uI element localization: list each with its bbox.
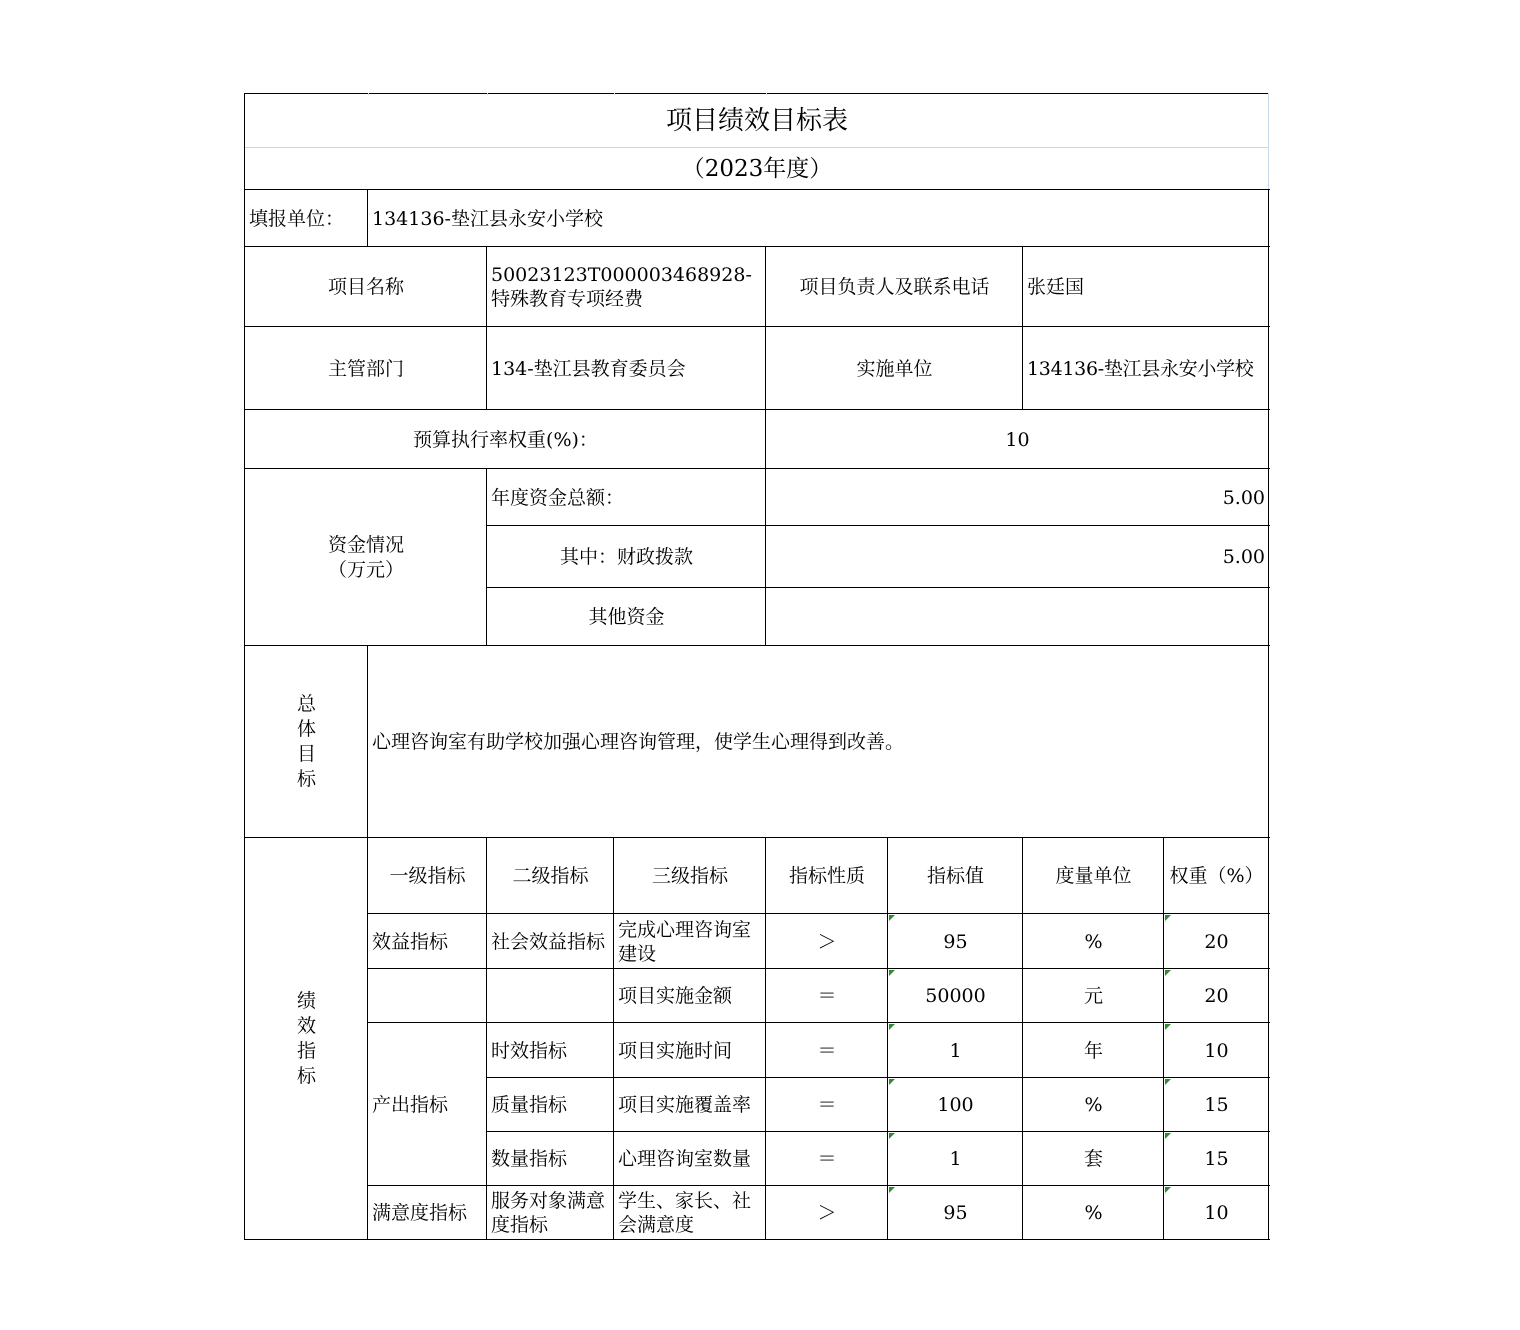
grid-line [368,93,369,95]
perf-label [245,838,368,1239]
grid-line [486,247,487,410]
grid-line [1268,190,1269,1240]
row3-unit: % [1084,1094,1103,1116]
row3-weight: 15 [1204,1094,1229,1116]
row2-nature: ＝ [817,1039,837,1062]
perf-label-char: 标 [296,1064,316,1087]
grid-line [765,247,766,646]
cell-marker [889,1079,895,1085]
row0-weight: 20 [1204,930,1229,953]
row1-nature: ＝ [817,985,837,1007]
manager-label: 项目负责人及联系电话 [799,276,990,298]
dept-value: 134-垫江县教育委员会 [491,357,686,380]
row0-l3: 完成心理咨询室建设 [618,918,752,965]
row4-nature: ＝ [817,1148,837,1170]
l1-blank [368,969,487,1023]
row2-weight: 10 [1204,1039,1229,1062]
funds-label-line2: （万元） [327,558,404,581]
row5-weight: 10 [1204,1201,1229,1224]
budget-weight-label: 预算执行率权重(%)： [413,428,598,451]
grid-line [368,1185,1270,1186]
grid-line [1163,838,1164,1240]
funds-other-value [766,588,1269,646]
row3-l3: 项目实施覆盖率 [618,1094,752,1116]
table-year: （2023年度） [681,156,833,182]
funds-fiscal-value: 5.00 [1222,546,1265,568]
grid-line [1022,247,1023,410]
grid-line [613,838,614,1240]
grid-line [244,246,1270,247]
grid-line [1022,838,1023,1240]
row4-weight: 15 [1204,1148,1229,1170]
cell-marker [1165,1024,1171,1030]
row1-l3: 项目实施金额 [618,985,733,1007]
grid-line [487,93,488,95]
grid-line [367,646,368,1240]
header-unit: 度量单位 [1055,865,1132,887]
header-nature: 指标性质 [788,865,865,887]
table-title: 项目绩效目标表 [665,106,848,136]
cell-marker [1165,915,1171,921]
funds-other-label: 其他资金 [588,606,665,628]
grid-line [244,1239,1270,1240]
manager-value: 张廷国 [1027,276,1085,298]
goal-label-char: 标 [296,768,316,790]
grid-line [487,1131,1270,1132]
row5-l2: 服务对象满意度指标 [491,1189,606,1236]
funds-label-line1: 资金情况 [327,533,404,556]
grid-line [765,838,766,1240]
cell-marker [889,1024,895,1030]
row0-unit: % [1084,930,1103,953]
row5-value: 95 [943,1201,968,1224]
funds-label [245,469,487,646]
goal-text: 心理咨询室有助学校加强心理咨询管理，使学生心理得到改善。 [372,731,905,753]
row1-value: 50000 [925,985,986,1007]
cell-marker [889,1133,895,1139]
header-level1: 一级指标 [389,865,466,887]
grid-line [368,968,1270,969]
funds-total-label: 年度资金总额： [491,486,625,509]
grid-line [368,1022,1270,1023]
grid-line [368,913,1270,914]
grid-line [244,93,245,1240]
l1-satisfaction: 满意度指标 [372,1201,468,1224]
row4-unit: 套 [1083,1148,1103,1170]
row4-l3: 心理咨询室数量 [618,1148,752,1170]
row5-nature: ＞ [817,1201,837,1224]
cell-marker [1165,1133,1171,1139]
cell-marker [889,1187,895,1193]
row4-value: 1 [949,1148,962,1170]
grid-line [367,190,368,247]
grid-line [614,93,615,95]
grid-line [766,93,767,95]
l1-output: 产出指标 [372,1093,449,1116]
l1-benefit: 效益指标 [372,930,449,953]
impl-value: 134136-垫江县永安小学校 [1027,357,1254,380]
grid-line [486,838,487,1240]
row4-l2: 数量指标 [491,1148,568,1170]
row3-nature: ＝ [817,1094,837,1116]
row3-l2: 质量指标 [491,1094,568,1116]
impl-label: 实施单位 [856,357,933,380]
row1-unit: 元 [1083,985,1103,1007]
grid-line [244,326,1270,327]
goal-label-char: 体 [296,718,316,740]
header-value: 指标值 [926,865,984,887]
row5-l3: 学生、家长、社会满意度 [618,1189,752,1236]
grid-line [244,645,1270,646]
row1-l2 [487,969,614,1023]
row2-unit: 年 [1083,1039,1103,1062]
grid-line [245,147,1269,148]
row5-unit: % [1084,1201,1103,1224]
cell-marker [889,915,895,921]
unit-value: 134136-垫江县永安小学校 [372,207,603,230]
goal-label-char: 总 [296,693,316,715]
grid-line [887,838,888,1240]
row2-l2: 时效指标 [491,1039,568,1062]
cell-marker [1165,1079,1171,1085]
row1-weight: 20 [1204,985,1229,1007]
grid-line [487,587,1270,588]
perf-label-char: 效 [296,1014,316,1037]
header-weight: 权重（%） [1169,865,1264,887]
row0-l2: 社会效益指标 [491,930,606,953]
perf-label-char: 绩 [296,989,316,1012]
perf-label-char: 指 [296,1039,316,1062]
unit-label: 填报单位： [249,207,345,230]
goal-label-char: 目 [296,743,316,765]
row0-nature: ＞ [817,930,837,953]
row0-value: 95 [943,930,968,953]
grid-line [244,189,1270,190]
funds-fiscal-label: 其中：财政拨款 [559,546,693,568]
budget-weight-value: 10 [1005,428,1030,451]
grid-line [244,837,1270,838]
row2-value: 1 [949,1039,962,1062]
dept-label: 主管部门 [327,357,404,380]
row2-l3: 项目实施时间 [618,1039,733,1062]
grid-line [245,93,1269,94]
project-name-value: 50023123T000003468928-特殊教育专项经费 [491,264,752,310]
funds-total-value: 5.00 [1222,486,1265,509]
header-level2: 二级指标 [512,865,589,887]
grid-line [487,525,1270,526]
grid-line [486,469,487,646]
cell-marker [1165,970,1171,976]
row3-value: 100 [937,1094,974,1116]
header-level3: 三级指标 [651,865,728,887]
grid-line [1268,93,1269,190]
project-name-label: 项目名称 [327,276,404,298]
grid-line [244,409,1270,410]
cell-marker [889,970,895,976]
goal-label [245,646,368,838]
grid-line [244,468,1270,469]
cell-marker [1165,1187,1171,1193]
grid-line [487,1077,1270,1078]
